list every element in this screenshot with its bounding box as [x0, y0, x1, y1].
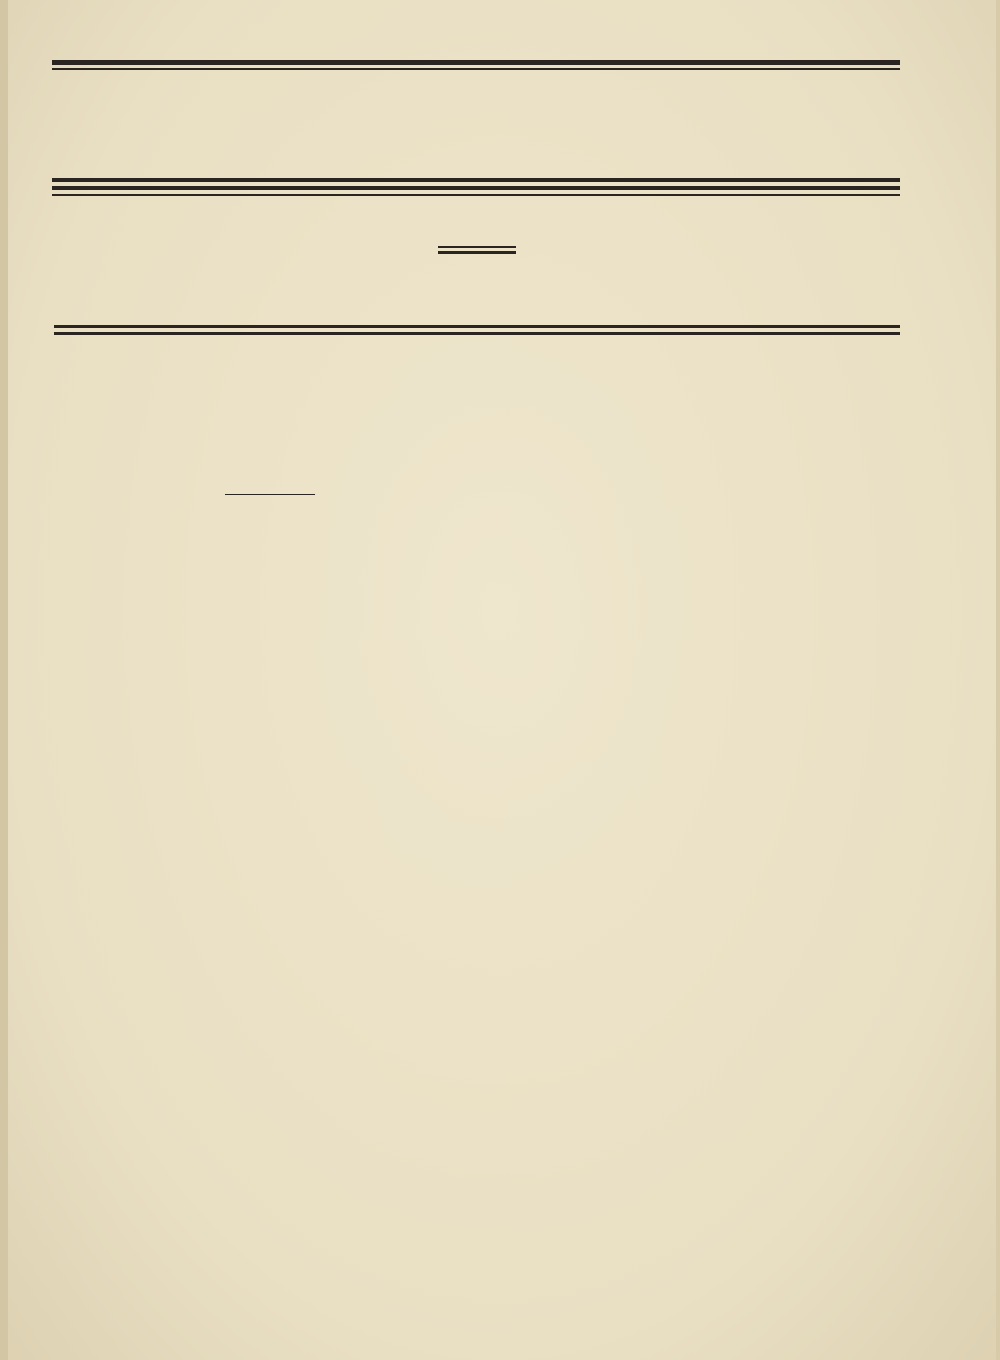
page-edge-right [996, 0, 1000, 1360]
subtitle-rule-1 [54, 325, 900, 328]
para-rule-1 [438, 246, 516, 248]
left-column [55, 460, 471, 507]
header-rule-thick [52, 60, 900, 65]
section-divider [225, 494, 315, 495]
title-rule-2 [52, 186, 900, 190]
title-rule-1 [52, 178, 900, 182]
title-rule-3 [52, 194, 900, 196]
header-rule-thin [52, 68, 900, 70]
para-rule-2 [438, 251, 516, 254]
right-column [489, 464, 905, 478]
page-edge-left [0, 0, 8, 1360]
subtitle-rule-2 [54, 332, 900, 335]
section-heading [87, 460, 471, 486]
running-header [0, 28, 1000, 50]
